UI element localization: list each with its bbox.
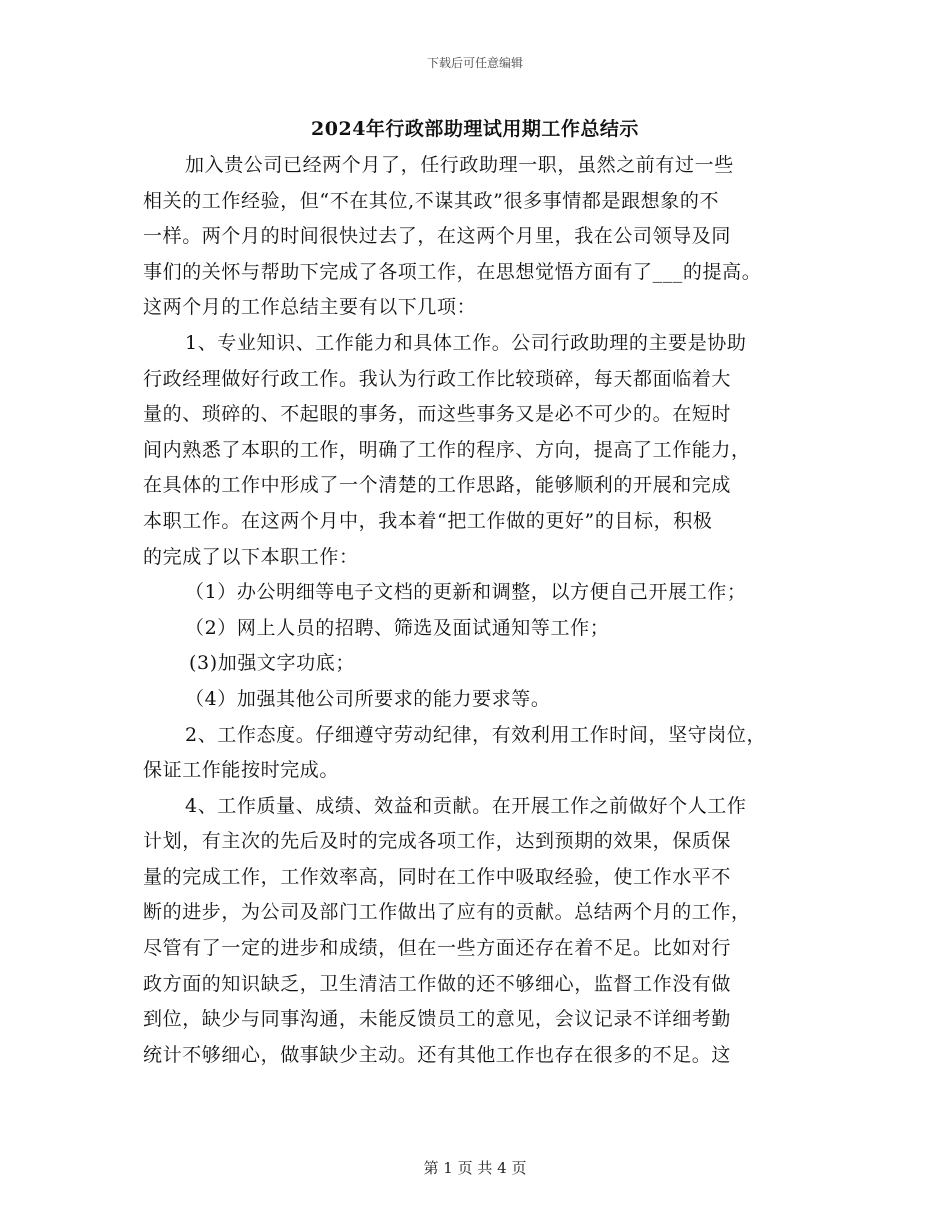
body-line: 相关的工作经验，但“不在其位,不谋其政”很多事情都是跟想象的不 [143,189,720,212]
body-line: （4）加强其他公司所要求的能力要求等。 [185,687,551,710]
body-line: 的完成了以下本职工作： [143,545,359,568]
body-line: 保证工作能按时完成。 [143,759,340,782]
document-body [143,148,823,1073]
body-line: 间内熟悉了本职的工作，明确了工作的程序、方向，提高了工作能力， [143,438,751,461]
body-line: 计划，有主次的先后及时的完成各项工作，达到预期的效果，保质保 [143,830,732,853]
body-line: 在具体的工作中形成了一个清楚的工作思路，能够顺利的开展和完成 [143,474,732,497]
body-line: 政方面的知识缺乏，卫生清洁工作做的还不够细心，监督工作没有做 [143,972,732,995]
page-footer: 第 1 页 共 4 页 [423,1159,527,1177]
document-title: 2024年行政部助理试用期工作总结示 [311,118,639,140]
body-line: 2、工作态度。仔细遵守劳动纪律，有效利用工作时间，坚守岗位， [185,723,767,746]
body-line: （1）办公明细等电子文档的更新和调整，以方便自己开展工作； [185,581,747,604]
body-line: (3)加强文字功底； [189,652,355,675]
body-line: 尽管有了一定的进步和成绩，但在一些方面还存在着不足。比如对行 [143,937,732,960]
body-line: 1、专业知识、工作能力和具体工作。公司行政助理的主要是协助 [185,331,747,354]
body-line: 加入贵公司已经两个月了，任行政助理一职，虽然之前有过一些 [185,154,734,176]
body-line: 量的完成工作，工作效率高，同时在工作中吸取经验，使工作水平不 [143,865,732,888]
body-line: 量的、琐碎的、不起眼的事务，而这些事务又是必不可少的。在短时 [143,403,732,426]
body-line: 行政经理做好行政工作。我认为行政工作比较琐碎，每天都面临着大 [143,367,732,390]
body-line: 到位，缺少与同事沟通，未能反馈员工的意见，会议记录不详细考勤 [143,1008,732,1031]
body-line: 断的进步，为公司及部门工作做出了应有的贡献。总结两个月的工作， [143,901,751,924]
body-line: 这两个月的工作总结主要有以下几项： [143,296,477,319]
header-note: 下载后可任意编辑 [426,56,523,70]
body-line: （2）网上人员的招聘、筛选及面试通知等工作； [185,616,610,639]
body-line: 事们的关怀与帮助下完成了各项工作，在思想觉悟方面有了___的提高。 [143,260,762,283]
body-line: 本职工作。在这两个月中，我本着“把工作做的更好”的目标，积极 [143,509,713,532]
body-line: 一样。两个月的时间很快过去了，在这两个月里，我在公司领导及同 [143,225,732,248]
body-line: 4、工作质量、成绩、效益和贡献。在开展工作之前做好个人工作 [185,794,747,817]
body-line: 统计不够细心，做事缺少主动。还有其他工作也存在很多的不足。这 [143,1043,732,1066]
